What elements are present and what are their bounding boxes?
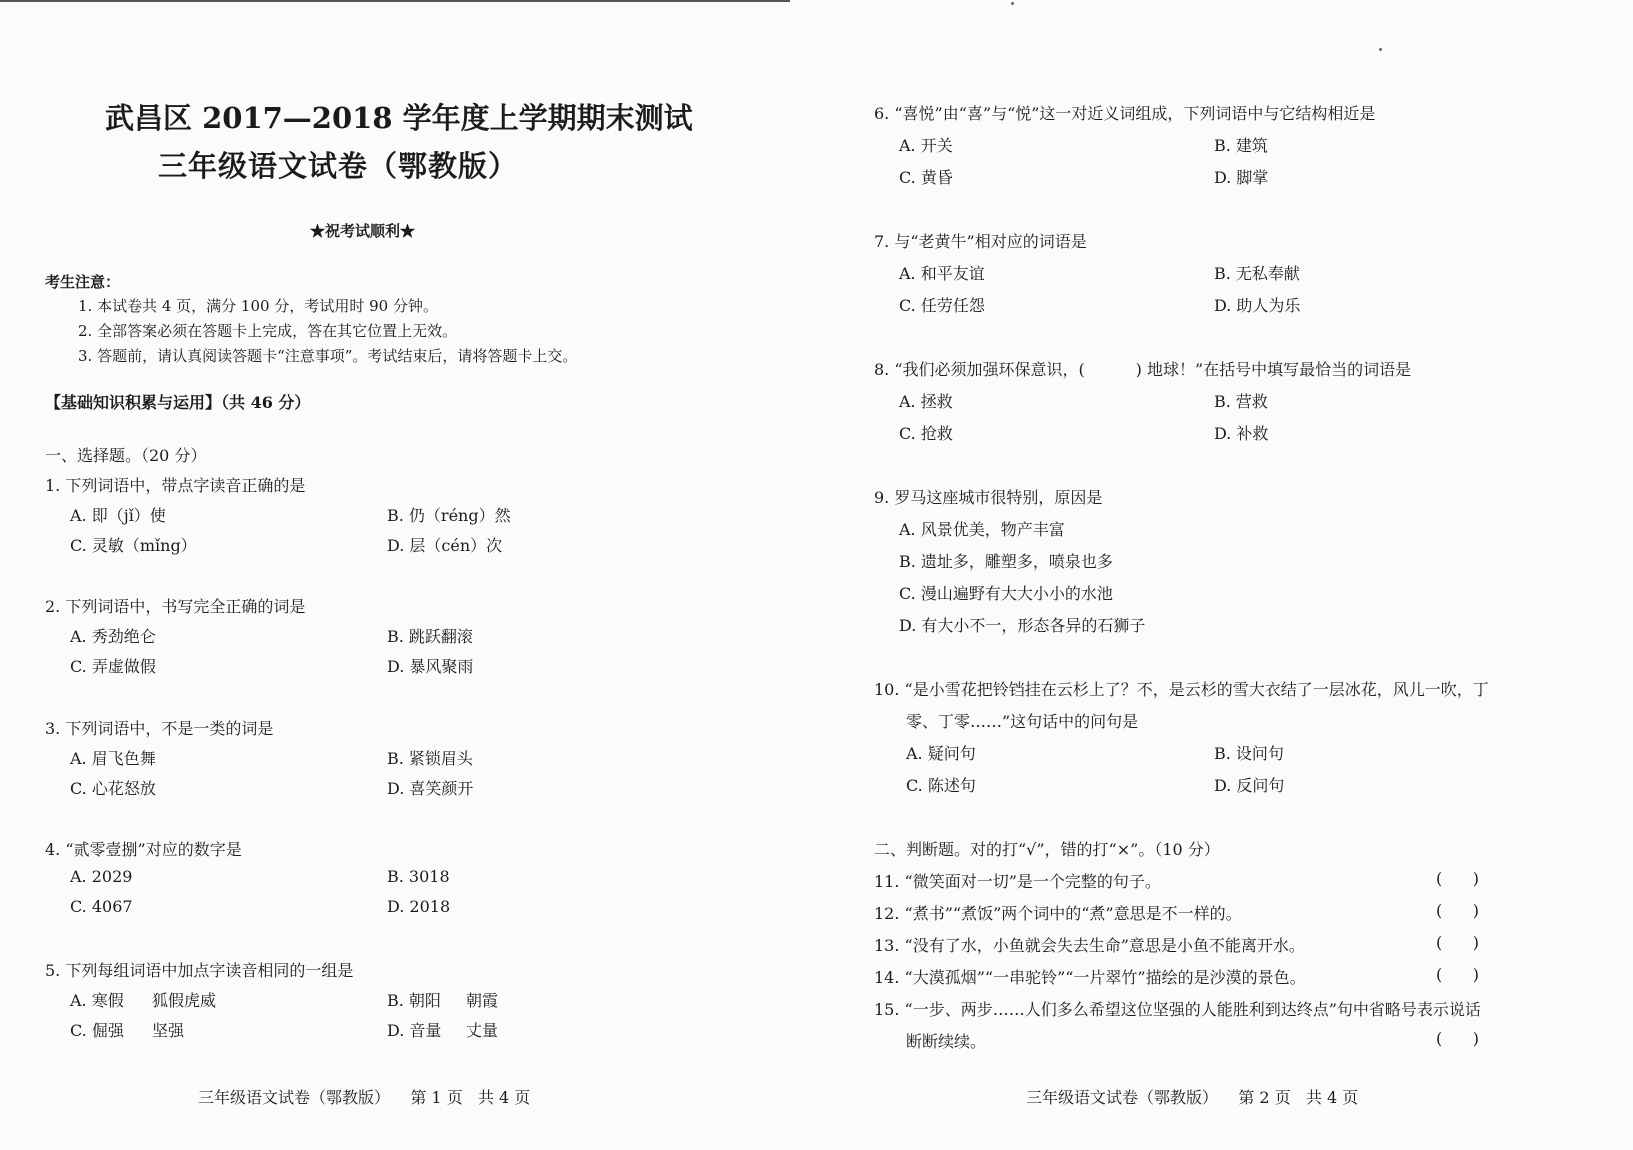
q7-option-d: D. 助人为乐	[1214, 296, 1301, 315]
q1-option-d: D. 层（cén）次	[387, 536, 503, 555]
q12-answer-bracket: ( )	[1436, 901, 1479, 920]
q10-option-d: D. 反问句	[1214, 776, 1285, 795]
q8-option-b: B. 营救	[1214, 392, 1268, 411]
question-7: 7. 与“老黄牛”相对应的词语是	[874, 232, 1087, 251]
section-heading-judge: 二、判断题。对的打“√”，错的打“×”。（10 分）	[874, 840, 1220, 859]
q6-option-a: A. 开关	[899, 136, 953, 155]
wish-line: ★祝考试顺利★	[310, 222, 416, 240]
question-11: 11. “微笑面对一切”是一个完整的句子。	[874, 872, 1161, 891]
q7-option-c: C. 任劳任怨	[899, 296, 985, 315]
q9-option-b: B. 遗址多，雕塑多，喷泉也多	[899, 552, 1113, 571]
q3-option-b: B. 紧锁眉头	[387, 749, 473, 768]
q2-option-d: D. 暴风聚雨	[387, 657, 474, 676]
page-footer-1: 三年级语文试卷（鄂教版） 第 1 页 共 4 页	[198, 1088, 531, 1107]
q5-option-c-word1: C. 倔强	[70, 1021, 124, 1040]
q15-answer-bracket: ( )	[1436, 1029, 1479, 1048]
question-1: 1. 下列词语中，带点字读音正确的是	[45, 476, 306, 495]
q10-option-c: C. 陈述句	[906, 776, 976, 795]
scan-speck	[1379, 48, 1382, 51]
q5-option-d-word2: 丈量	[466, 1021, 499, 1040]
q5-option-a-word1: A. 寒假	[70, 991, 124, 1010]
q6-option-d: D. 脚掌	[1214, 168, 1269, 187]
question-10-line1: 10. “是小雪花把铃铛挂在云杉上了？不，是云杉的雪大衣结了一层冰花，风儿一吹，丁	[874, 680, 1489, 699]
exam-title: 武昌区 2017—2018 学年度上学期期末测试	[105, 101, 693, 135]
q3-option-d: D. 喜笑颜开	[387, 779, 474, 798]
left-page	[0, 0, 816, 1150]
right-page	[816, 0, 1633, 1150]
q4-option-a: A. 2029	[70, 867, 133, 886]
q2-option-a: A. 秀劲绝仑	[70, 627, 156, 646]
q6-option-b: B. 建筑	[1214, 136, 1268, 155]
q9-option-a: A. 风景优美，物产丰富	[899, 520, 1065, 539]
q2-option-c: C. 弄虚做假	[70, 657, 156, 676]
q4-option-c: C. 4067	[70, 897, 133, 916]
q4-option-d: D. 2018	[387, 897, 451, 916]
question-10-line2: 零、丁零……”这句话中的问句是	[906, 712, 1139, 731]
q10-option-a: A. 疑问句	[906, 744, 976, 763]
q1-option-b: B. 仍（réng）然	[387, 506, 511, 525]
q8-option-a: A. 拯救	[899, 392, 953, 411]
q5-option-a-word2: 狐假虎威	[152, 991, 217, 1010]
q2-option-b: B. 跳跃翻滚	[387, 627, 473, 646]
q13-answer-bracket: ( )	[1436, 933, 1479, 952]
question-14: 14. “大漠孤烟”“一串驼铃”“一片翠竹”描绘的是沙漠的景色。	[874, 968, 1306, 987]
question-9: 9. 罗马这座城市很特别，原因是	[874, 488, 1103, 507]
q3-option-c: C. 心花怒放	[70, 779, 156, 798]
question-15-line1: 15. “一步、两步……人们多么希望这位坚强的人能胜利到达终点”句中省略号表示说话	[874, 1000, 1481, 1019]
question-15-line2: 断断续续。	[906, 1032, 987, 1051]
notice-item: 2. 全部答案必须在答题卡上完成，答在其它位置上无效。	[78, 322, 458, 340]
question-12: 12. “煮书”“煮饭”两个词中的“煮”意思是不一样的。	[874, 904, 1242, 923]
q5-option-b-word2: 朝霞	[466, 991, 499, 1010]
q5-option-d-word1: D. 音量	[387, 1021, 442, 1040]
q9-option-d: D. 有大小不一，形态各异的石狮子	[899, 616, 1146, 635]
question-3: 3. 下列词语中，不是一类的词是	[45, 719, 274, 738]
q8-option-d: D. 补救	[1214, 424, 1269, 443]
q4-option-b: B. 3018	[387, 867, 450, 886]
q1-option-c: C. 灵敏（mǐng）	[70, 536, 197, 555]
q1-option-a: A. 即（jǐ）使	[70, 506, 166, 525]
notice-item: 3. 答题前，请认真阅读答题卡“注意事项”。考试结束后，请将答题卡上交。	[78, 347, 578, 365]
exam-subtitle: 三年级语文试卷（鄂教版）	[158, 149, 519, 183]
q14-answer-bracket: ( )	[1436, 965, 1479, 984]
q7-option-a: A. 和平友谊	[899, 264, 985, 283]
q5-option-c-word2: 坚强	[152, 1021, 185, 1040]
q11-answer-bracket: ( )	[1436, 869, 1479, 888]
page-footer-2: 三年级语文试卷（鄂教版） 第 2 页 共 4 页	[1026, 1088, 1359, 1107]
question-5: 5. 下列每组词语中加点字读音相同的一组是	[45, 961, 354, 980]
q7-option-b: B. 无私奉献	[1214, 264, 1300, 283]
q3-option-a: A. 眉飞色舞	[70, 749, 156, 768]
question-13: 13. “没有了水，小鱼就会失去生命”意思是小鱼不能离开水。	[874, 936, 1305, 955]
notice-title: 考生注意：	[45, 273, 121, 291]
section-heading-main: 【基础知识积累与运用】（共 46 分）	[45, 393, 311, 412]
question-4: 4. “贰零壹捌”对应的数字是	[45, 840, 242, 859]
question-6: 6. “喜悦”由“喜”与“悦”这一对近义词组成，下列词语中与它结构相近是	[874, 104, 1376, 123]
notice-item: 1. 本试卷共 4 页，满分 100 分，考试用时 90 分钟。	[78, 297, 438, 315]
q9-option-c: C. 漫山遍野有大大小小的水池	[899, 584, 1113, 603]
q8-option-c: C. 抢救	[899, 424, 953, 443]
scan-speck	[1011, 2, 1014, 5]
scan-edge-line	[0, 0, 790, 2]
q5-option-b-word1: B. 朝阳	[387, 991, 441, 1010]
question-8: 8. “我们必须加强环保意识，( ) 地球！”在括号中填写最恰当的词语是	[874, 360, 1412, 379]
section-heading-choice: 一、选择题。（20 分）	[45, 446, 207, 465]
q6-option-c: C. 黄昏	[899, 168, 953, 187]
q10-option-b: B. 设问句	[1214, 744, 1284, 763]
question-2: 2. 下列词语中，书写完全正确的词是	[45, 597, 306, 616]
